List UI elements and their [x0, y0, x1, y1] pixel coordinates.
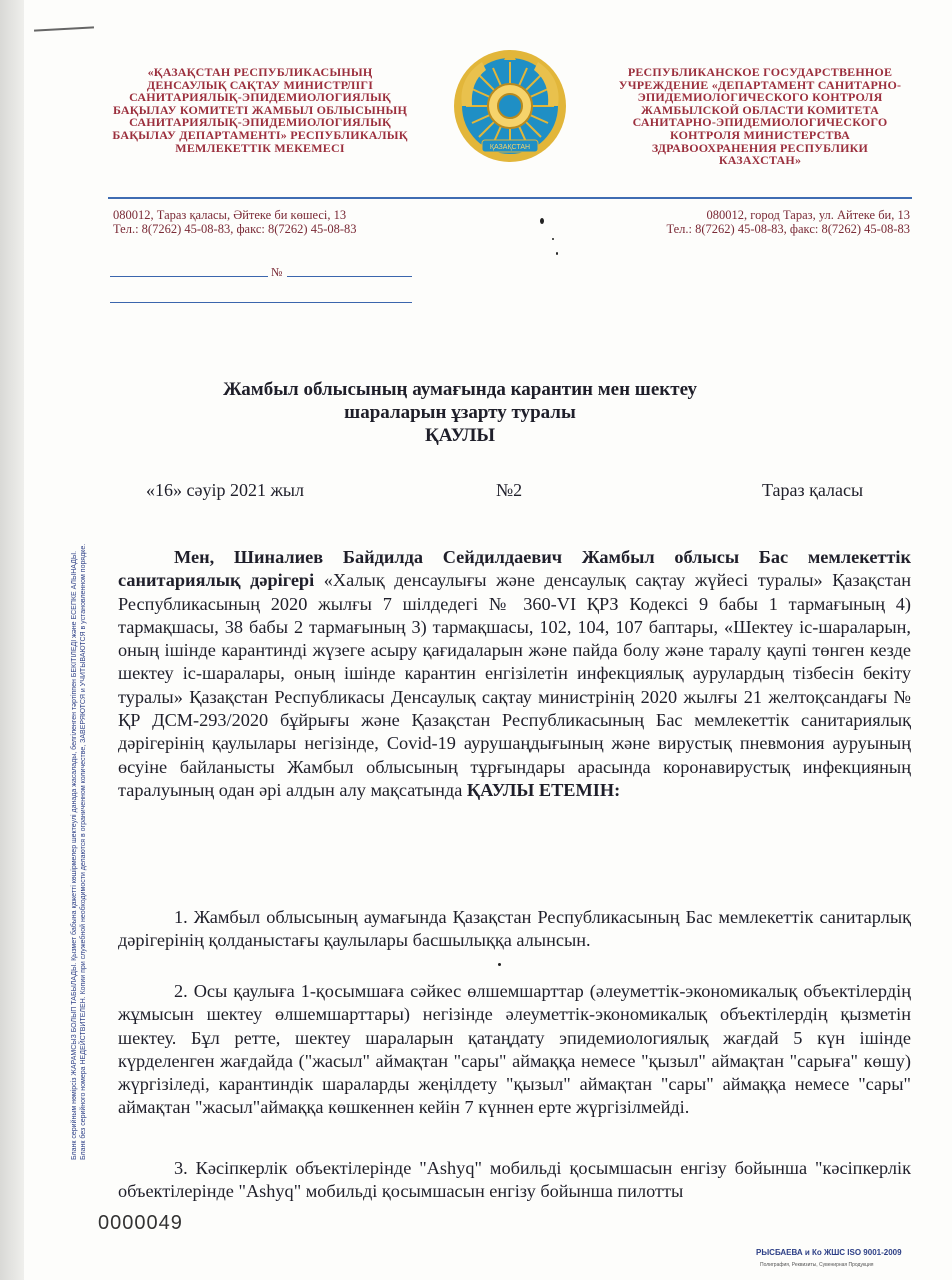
- security-note-kz: Бланк серийным нөмірсіз ЖАРАМСЫЗ БОЛЫП ТАБЫЛАДЫ. Қызмет бабына қажетті көшірмелер шектеулі данада жасалады, белгіленген тәртіппен БЕКІТІЛЕДІ және ЕСЕПКЕ АЛЫНАДЫ.: [71, 550, 78, 1160]
- title-line-1: Жамбыл облысының аумағында карантин мен шектеу: [222, 379, 698, 400]
- address-kz: 080012, Тараз қаласы, Әйтеке би көшесі, 13: [113, 208, 347, 222]
- printer-logo: РЫСБАЕВА и Ко ЖШС ISO 9001-2009: [756, 1248, 902, 1257]
- blank-security-note: [70, 380, 88, 1160]
- resolution-phrase: ҚАУЛЫ ЕТЕМІН:: [466, 779, 621, 800]
- scan-speck: [540, 218, 544, 224]
- security-note-ru: Бланк без серийного номера НЕДЕЙСТВИТЕЛЕН. Копии при служебной необходимости делаются в ограниченном количестве, ЗАВЕРЯЮТСЯ и УЧИТЫВАЮТСЯ в установленном порядке.: [80, 543, 87, 1160]
- scan-speck: [556, 252, 558, 255]
- document-city: Тараз қаласы: [762, 480, 864, 500]
- date-blank-line: [110, 276, 268, 277]
- reference-blank-line: [110, 302, 412, 303]
- intro-text: «Халық денсаулығы және денсаулық сақтау жүйесі туралы» Қазақстан Республикасының 2020 жылғы 7 шілдедегі № 360-VI ҚРЗ Кодексі 9 бабы 1 тармағының 4) тармақшасы, 38 бабы 2 тармағының 3) тармақшасы, 102, 104, 107 баптары, «Шектеу іс-шараларын, оның ішінде карантинді жүзеге асыру қағидаларын және пайда болу және таралу қаупі төнген кезде шектеу іс-шаралары, оның ішінде карантин енгізілетін инфекциялық аурулардың тізбесін бекіту туралы» Қазақстан Республикасы Денсаулық сақтау министрінің 2020 жылғы 21 желтоқсандағы № ҚР ДСМ-293/2020 бұйрығы және Қазақстан Республикасының Бас мемлекеттік санитариялық дәрігерінің қаулылары негізінде, Covid-19 аурушаңдығының және вирустық пневмония ауруының өсуіне байланысты Жамбыл облысының тұрғындары арасында коронавирустық инфекцияның таралуының одан әрі алдын алу мақсатында: [118, 570, 911, 800]
- scan-edge-shadow: [0, 0, 24, 1280]
- organization-name-ru: РЕСПУБЛИКАНСКОЕ ГОСУДАРСТВЕННОЕ УЧРЕЖДЕНИЕ «ДЕПАРТАМЕНТ САНИТАРНО-ЭПИДЕМИОЛОГИЧЕСКОГО КОНТРОЛЯ ЖАМБЫЛСКОЙ ОБЛАСТИ КОМИТЕТА САНИТАРНО-ЭПИДЕМИОЛОГИЧЕСКОГО КОНТРОЛЯ МИНИСТЕРСТВА ЗДРАВООХРАНЕНИЯ РЕСПУБЛИКИ КАЗАХСТАН»: [618, 65, 902, 168]
- paragraph-1: 1. Жамбыл облысының аумағында Қазақстан Республикасының Бас мемлекеттік санитарлық дәрігерінің қолданыстағы қаулылары басшылыққа алынсын.: [118, 907, 911, 951]
- phone-kz: Тел.: 8(7262) 45-08-83, факс: 8(7262) 45-08-83: [113, 222, 357, 236]
- paragraph-2: 2. Осы қаулыға 1-қосымшаға сәйкес өлшемшарттар (әлеуметтік-экономикалық объектілердің жұмысын шектеу өлшемшарттары) негізінде әлеуметтік-экономикалық объектілердің қызметін шектеу. Бұл ретте, шектеу шараларын қатаңдату эпидемиологиялық жағдай 5 күн ішінде күрделенген жағдайда ("жасыл" аймақтан "сары" аймаққа немесе "қызыл" аймақтан "сарыға" көшу) жүргізіледі, карантиндік шараларды жеңілдету "қызыл" аймақтан "сары" аймаққа немесе "сары" аймақтан "жасыл"аймаққа көшкеннен кейін 7 күннен ерте жүргізілмейді.: [118, 981, 911, 1118]
- document-date: «16» сәуір 2021 жыл: [146, 480, 304, 500]
- scan-speck: [552, 238, 554, 240]
- organization-name-kz: «ҚАЗАҚСТАН РЕСПУБЛИКАСЫНЫҢ ДЕНСАУЛЫҚ САҚТАУ МИНИСТРЛІГІ САНИТАРИЯЛЫҚ-ЭПИДЕМИОЛОГИЯЛЫҚ БАҚЫЛАУ КОМИТЕТІ ЖАМБЫЛ ОБЛЫСЫНЫҢ САНИТАРИЯЛЫҚ-ЭПИДЕМИОЛОГИЯЛЫҚ БАҚЫЛАУ ДЕПАРТАМЕНТІ» РЕСПУБЛИКАЛЫҚ МЕМЛЕКЕТТІК МЕКЕМЕСІ: [112, 65, 408, 155]
- address-ru: 080012, город Тараз, ул. Айтеке би, 13: [706, 208, 910, 222]
- document-number: №2: [496, 480, 523, 500]
- number-blank-line: [287, 276, 412, 277]
- blank-serial-number: 0000049: [98, 1212, 183, 1234]
- state-emblem-icon: [452, 48, 568, 164]
- number-sign: №: [271, 265, 283, 279]
- intro-bold: Мен, Шиналиев Байдилда Сейдилдаевич Жамбыл облысы Бас мемлекеттік санитариялық дәрігері: [118, 547, 911, 591]
- emblem-caption: ҚАЗАҚСТАН: [489, 144, 531, 151]
- header-rule: [108, 197, 912, 199]
- intro-paragraph: [118, 546, 911, 802]
- phone-ru: Тел.: 8(7262) 45-08-83, факс: 8(7262) 45-08-83: [666, 222, 910, 236]
- document-title: [130, 378, 790, 447]
- title-line-2: шараларын ұзарту туралы: [344, 402, 576, 423]
- paragraph-3: 3. Кәсіпкерлік объектілерінде "Ashyq" мобильді қосымшасын енгізу бойынша "кәсіпкерлік объектілерінде "Ashyq" мобильді қосымшасын енгізу бойынша пилотты: [118, 1158, 911, 1202]
- printer-subtitle: Полиграфия, Реквизиты, Сувенирная Продукция: [760, 1262, 874, 1268]
- address-block-ru: [580, 208, 910, 236]
- scan-speck: [498, 963, 501, 966]
- title-line-3: ҚАУЛЫ: [424, 425, 496, 446]
- address-block-kz: [113, 208, 433, 236]
